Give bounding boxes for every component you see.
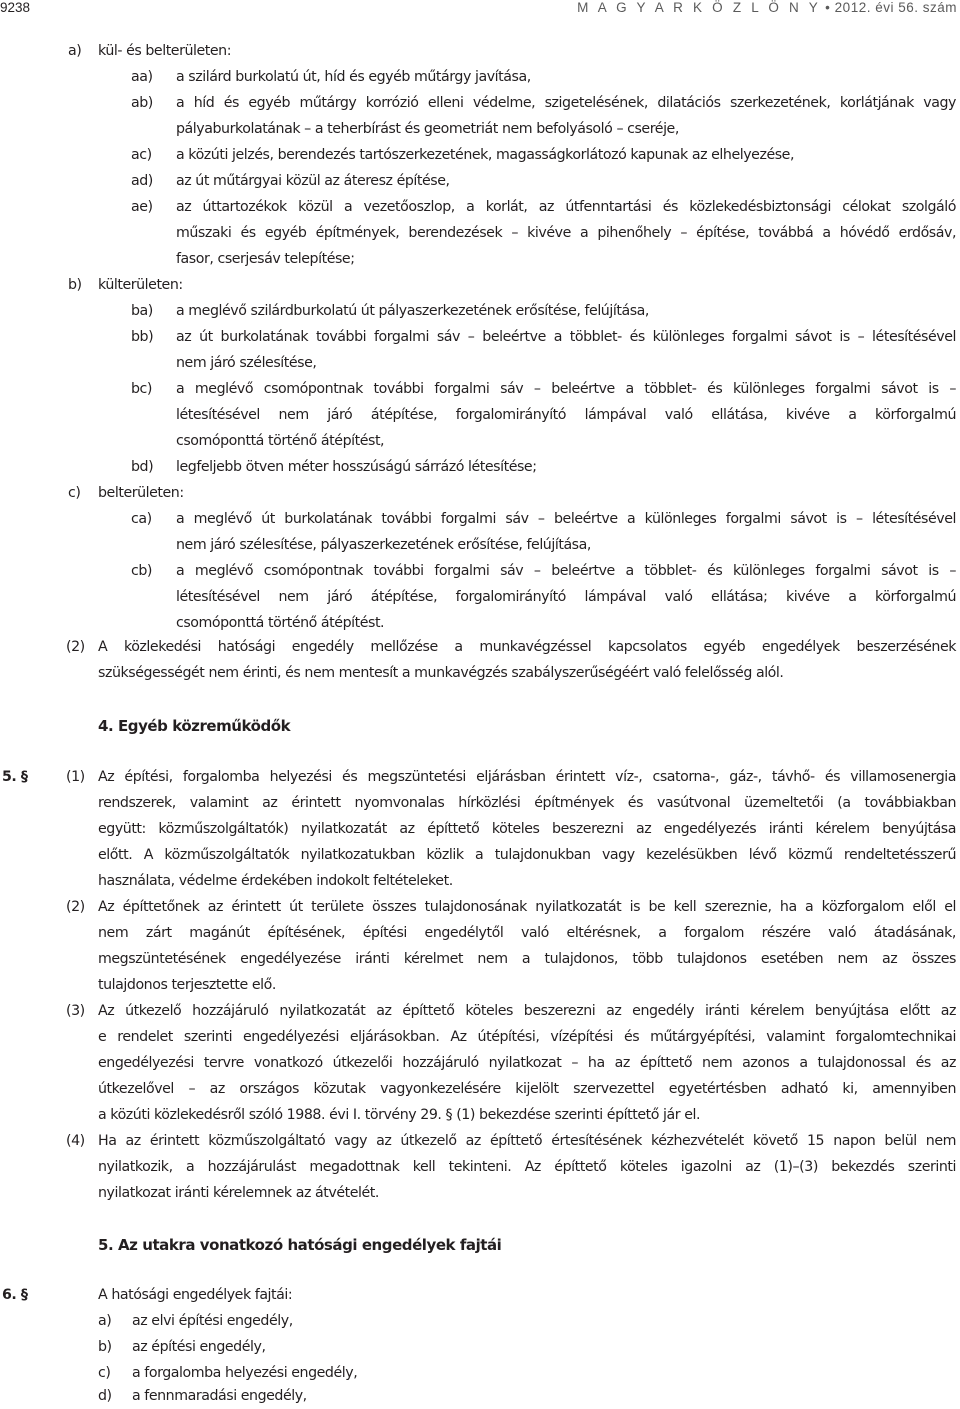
item-text: a fennmaradási engedély, xyxy=(132,1388,307,1404)
item-text: külterületen: xyxy=(98,277,183,293)
item-text: a közúti jelzés, berendezés tartószerkezetének, magasságkorlátozó kapunak az elhelyezése, xyxy=(176,147,794,163)
paragraph-text: a közúti közlekedésről szóló 1988. évi I. törvény 29. § (1) bekezdése szerinti építtető jár el. xyxy=(98,1107,701,1123)
item-text: kül- és belterületen: xyxy=(98,43,232,59)
page-number: 9238 xyxy=(0,0,31,15)
item-text: csomóponttá történő átépítést. xyxy=(176,615,385,631)
paragraph-text: A közlekedési hatósági engedély mellőzése a munkavégzéssel kapcsolatos egyéb engedélyek beszerzésének xyxy=(98,639,956,655)
paragraph-text: használata, védelme érdekében indokolt feltételeket. xyxy=(98,873,453,889)
item-text: fasor, cserjesáv telepítése; xyxy=(176,251,355,267)
item-text: legfeljebb ötven méter hosszúságú sárrázó létesítése; xyxy=(176,459,537,475)
item-text: az építési engedély, xyxy=(132,1339,266,1355)
item-label: ab) xyxy=(131,95,153,111)
item-label: b) xyxy=(98,1339,112,1355)
section-mark: 5. § xyxy=(2,769,28,785)
item-label: ad) xyxy=(131,173,153,189)
paragraph-text: megszüntetésének engedélyezése iránti kérelmet nem a tulajdonos, több tulajdonos esetében nem az összes xyxy=(98,951,956,967)
item-text: csomóponttá történő átépítést, xyxy=(176,433,385,449)
paragraph-number: (2) xyxy=(66,899,85,915)
item-label: ca) xyxy=(131,511,152,527)
item-text: a szilárd burkolatú út, híd és egyéb műtárgy javítása, xyxy=(176,69,531,85)
item-label: bc) xyxy=(131,381,152,397)
section-mark: 6. § xyxy=(2,1287,28,1303)
paragraph-text: rendszerek, valamint az érintett nyomvonalas hírközlési építmények és vasútvonal üzemeltetői (a továbbiakban xyxy=(98,795,956,811)
item-label: bb) xyxy=(131,329,154,345)
item-label: d) xyxy=(98,1388,112,1404)
item-text: nem járó szélesítése, pályaszerkezetének erősítése, felújítása, xyxy=(176,537,591,553)
paragraph-number: (1) xyxy=(66,769,85,785)
item-text: pályaburkolatának – a teherbírást és geometriát nem befolyásoló – cseréje, xyxy=(176,121,679,137)
item-text: létesítésével nem járó átépítése, forgalomirányító lámpával való ellátása, kivéve a körforgalmú xyxy=(176,407,956,423)
header-bullet: • xyxy=(825,0,831,15)
paragraph-number: (3) xyxy=(66,1003,85,1019)
item-text: műszaki és egyéb építmények, berendezések – kivéve a pihenőhely – építése, továbbá a hóvédő erdősáv, xyxy=(176,225,956,241)
paragraph-text: szükségességét nem érinti, és nem mentesít a munkavégzés szabályszerűségéért való felelősség alól. xyxy=(98,665,784,681)
paragraph-text: nem zárt magánút építésének, építési engedélytől való eltérésnek, a forgalom részére való átadásának, xyxy=(98,925,956,941)
item-text: létesítésével nem járó átépítése, forgalomirányító lámpával való ellátása; kivéve a körforgalmú xyxy=(176,589,956,605)
item-text: a forgalomba helyezési engedély, xyxy=(132,1365,358,1381)
issue-number: 2012. évi 56. szám xyxy=(834,0,957,15)
paragraph-number: (2) xyxy=(66,639,85,655)
item-text: belterületen: xyxy=(98,485,184,501)
item-text: a meglévő csomópontnak további forgalmi sáv – beleértve a többlet- és különleges forgalmi sávot is – xyxy=(176,563,956,579)
paragraph-text: e rendelet szerinti engedélyezési eljárásokban. Az útépítési, vízépítési és műtárgyépítési, valamint forgalomtechnikai xyxy=(98,1029,956,1045)
paragraph-text: útkezelővel – az országos közutak vagyonkezelésére kijelölt szervezettel egyetértésben adható ki, amennyiben xyxy=(98,1081,956,1097)
item-text: az úttartozékok közül a vezetőoszlop, a korlát, az útfenntartási és közlekedésbiztonsági célokat szolgáló xyxy=(176,199,956,215)
item-label: c) xyxy=(98,1365,111,1381)
item-label: b) xyxy=(68,277,82,293)
item-text: a meglévő szilárdburkolatú út pályaszerkezetének erősítése, felújítása, xyxy=(176,303,649,319)
paragraph-text: Az építtetőnek az érintett út területe összes tulajdonosának nyilatkozatát is be kell szereznie, ha a közforgalom elől el xyxy=(98,899,956,915)
item-label: c) xyxy=(68,485,81,501)
item-label: cb) xyxy=(131,563,152,579)
paragraph-text: engedélyezési tervre vonatkozó útkezelői hozzájáruló nyilatkozat – ha az építtető nem azonos a tulajdonossal és az xyxy=(98,1055,956,1071)
paragraph-text: tulajdonos terjesztette elő. xyxy=(98,977,276,993)
item-label: ac) xyxy=(131,147,152,163)
section-heading: 4. Egyéb közreműködők xyxy=(98,717,291,735)
item-text: az út műtárgyai közül az áteresz építése, xyxy=(176,173,450,189)
item-text: a meglévő csomópontnak további forgalmi sáv – beleértve a többlet- és különleges forgalmi sávot is – xyxy=(176,381,956,397)
journal-title xyxy=(577,0,957,15)
item-text: az út burkolatának további forgalmi sáv – beleértve a többlet- és különleges forgalmi sávot is – létesítésével xyxy=(176,329,956,345)
item-label: ae) xyxy=(131,199,153,215)
paragraph-number: (4) xyxy=(66,1133,85,1149)
paragraph-text: együtt: közműszolgáltatók) nyilatkozatát az építtető köteles beszerezni az engedélyezés iránti kérelem benyújtása xyxy=(98,821,956,837)
paragraph-text: nyilatkozik, a hozzájárulást megadottnak kell tekinteni. Az építtető köteles igazolni az (1)–(3) bekezdés szerinti xyxy=(98,1159,956,1175)
paragraph-text: Ha az érintett közműszolgáltató vagy az útkezelő az építtető értesítésének kézhezvételét követő 15 napon belül nem xyxy=(98,1133,956,1149)
paragraph-text: nyilatkozat iránti kérelemnek az átvételét. xyxy=(98,1185,379,1201)
item-text: nem járó szélesítése, xyxy=(176,355,317,371)
item-label: bd) xyxy=(131,459,154,475)
paragraph-text: A hatósági engedélyek fajtái: xyxy=(98,1287,293,1303)
item-text: a meglévő út burkolatának további forgalmi sáv – beleértve a különleges forgalmi sávot is – létesítésével xyxy=(176,511,956,527)
item-label: aa) xyxy=(131,69,153,85)
journal-name: M A G Y A R K Ö Z L Ö N Y xyxy=(577,0,821,15)
item-label: a) xyxy=(68,43,82,59)
item-label: ba) xyxy=(131,303,153,319)
paragraph-text: előtt. A közműszolgáltatók nyilatkozatukban közlik a tulajdonukban vagy kezelésükben lévő közmű rendeltetésszerű xyxy=(98,847,956,863)
item-label: a) xyxy=(98,1313,112,1329)
item-text: az elvi építési engedély, xyxy=(132,1313,293,1329)
paragraph-text: Az építési, forgalomba helyezési és megszüntetési eljárásban érintett víz-, csatorna-, gáz-, távhő- és villamosenergia xyxy=(98,769,956,785)
item-text: a híd és egyéb műtárgy korrózió elleni védelme, szigetelésének, dilatációs szerkezetének, korlátjának vagy xyxy=(176,95,956,111)
page-header xyxy=(0,0,960,18)
section-heading: 5. Az utakra vonatkozó hatósági engedélyek fajtái xyxy=(98,1236,502,1254)
paragraph-text: Az útkezelő hozzájáruló nyilatkozatát az építtető köteles beszerezni az engedély iránti kérelem benyújtása előtt az xyxy=(98,1003,956,1019)
